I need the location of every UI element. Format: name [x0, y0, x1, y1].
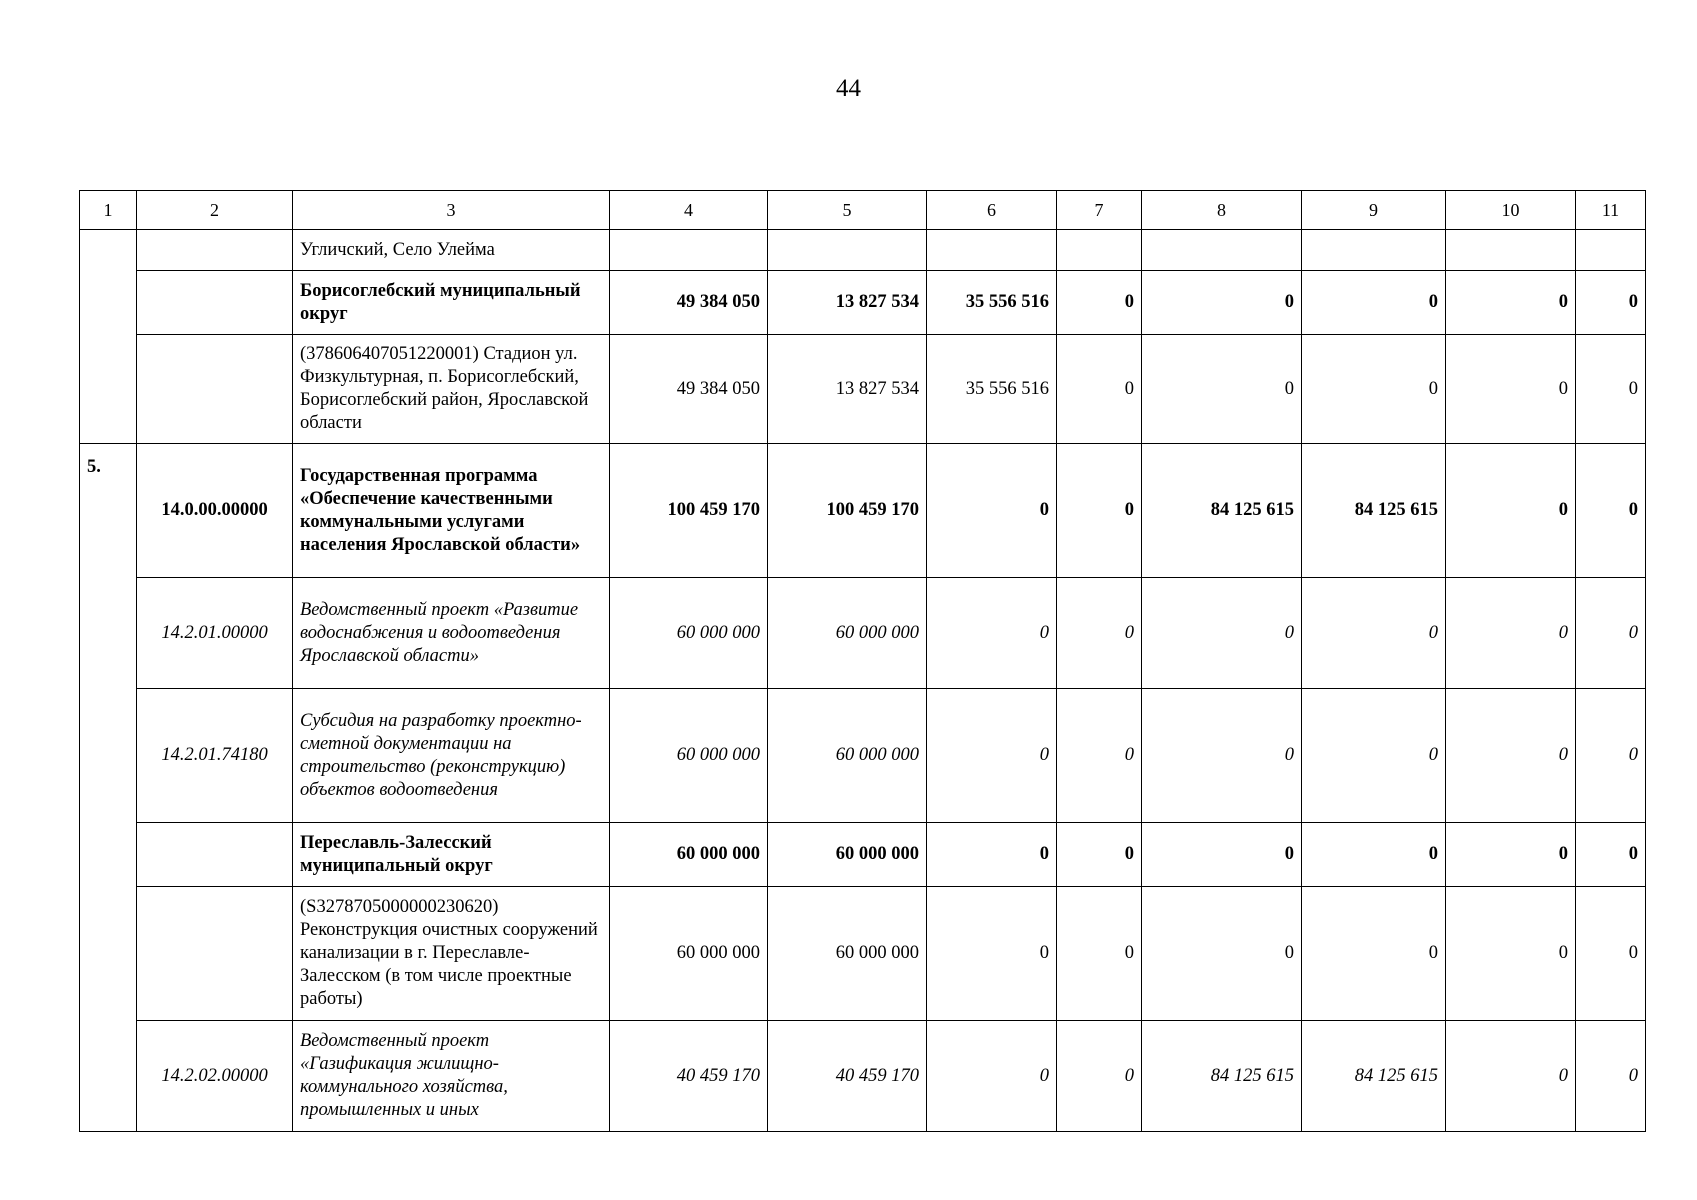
- code-cell: [137, 271, 293, 335]
- value-cell: 0: [1302, 823, 1446, 887]
- value-cell: 0: [1057, 887, 1142, 1021]
- value-cell: 0: [1576, 887, 1646, 1021]
- value-cell: 60 000 000: [610, 887, 768, 1021]
- header-cell: 11: [1576, 191, 1646, 230]
- header-cell: 5: [768, 191, 927, 230]
- table-row: [80, 271, 1646, 335]
- value-cell: 40 459 170: [768, 1021, 927, 1132]
- value-cell: 60 000 000: [610, 689, 768, 823]
- value-cell: 40 459 170: [610, 1021, 768, 1132]
- value-cell: 0: [1446, 271, 1576, 335]
- value-cell: 35 556 516: [927, 271, 1057, 335]
- code-cell: [137, 887, 293, 1021]
- name-cell: (S3278705000000230620) Реконструкция очистных сооружений канализации в г. Переславле-Залесском (в том числе проектные работы): [293, 887, 610, 1021]
- header-cell: 10: [1446, 191, 1576, 230]
- value-cell: 0: [1446, 689, 1576, 823]
- table-row: [80, 689, 1646, 823]
- code-cell: 14.2.01.00000: [137, 578, 293, 689]
- value-cell: 60 000 000: [768, 823, 927, 887]
- code-cell: [137, 335, 293, 444]
- name-cell: Борисоглебский муниципальный округ: [293, 271, 610, 335]
- header-cell: 1: [80, 191, 137, 230]
- header-cell: 2: [137, 191, 293, 230]
- value-cell: 60 000 000: [610, 578, 768, 689]
- value-cell: [768, 230, 927, 271]
- value-cell: [1446, 230, 1576, 271]
- value-cell: 0: [1142, 823, 1302, 887]
- value-cell: 0: [927, 689, 1057, 823]
- value-cell: 0: [1302, 578, 1446, 689]
- value-cell: 84 125 615: [1302, 444, 1446, 578]
- value-cell: [1142, 230, 1302, 271]
- value-cell: 13 827 534: [768, 335, 927, 444]
- value-cell: 0: [1302, 689, 1446, 823]
- value-cell: 0: [1142, 887, 1302, 1021]
- value-cell: 0: [927, 578, 1057, 689]
- value-cell: 0: [1142, 271, 1302, 335]
- code-cell: [137, 230, 293, 271]
- value-cell: 0: [1576, 335, 1646, 444]
- header-cell: 8: [1142, 191, 1302, 230]
- value-cell: 0: [1057, 578, 1142, 689]
- value-cell: 0: [1057, 271, 1142, 335]
- table-row: [80, 444, 1646, 578]
- value-cell: 0: [1576, 689, 1646, 823]
- table-row: [80, 1021, 1646, 1132]
- name-cell: Государственная программа «Обеспечение качественными коммунальными услугами населения Ярославской области»: [293, 444, 610, 578]
- value-cell: 84 125 615: [1142, 1021, 1302, 1132]
- value-cell: 0: [1057, 335, 1142, 444]
- value-cell: 0: [1576, 1021, 1646, 1132]
- table-row: [80, 230, 1646, 271]
- value-cell: 0: [1142, 689, 1302, 823]
- value-cell: 49 384 050: [610, 335, 768, 444]
- index-cell: 5.: [80, 444, 137, 1132]
- value-cell: 60 000 000: [768, 887, 927, 1021]
- value-cell: 0: [1302, 335, 1446, 444]
- page-number: 44: [836, 75, 861, 102]
- value-cell: 60 000 000: [768, 689, 927, 823]
- value-cell: [1576, 230, 1646, 271]
- value-cell: 0: [1446, 444, 1576, 578]
- value-cell: 100 459 170: [768, 444, 927, 578]
- value-cell: 0: [927, 444, 1057, 578]
- table-row: [80, 578, 1646, 689]
- header-cell: 4: [610, 191, 768, 230]
- table-row: [80, 887, 1646, 1021]
- header-cell: 7: [1057, 191, 1142, 230]
- value-cell: 0: [1057, 1021, 1142, 1132]
- value-cell: 84 125 615: [1302, 1021, 1446, 1132]
- code-cell: 14.0.00.00000: [137, 444, 293, 578]
- value-cell: 0: [1142, 578, 1302, 689]
- value-cell: 0: [1142, 335, 1302, 444]
- value-cell: 0: [1576, 823, 1646, 887]
- value-cell: 60 000 000: [768, 578, 927, 689]
- value-cell: 0: [1446, 335, 1576, 444]
- value-cell: 0: [1057, 444, 1142, 578]
- value-cell: 100 459 170: [610, 444, 768, 578]
- header-cell: 9: [1302, 191, 1446, 230]
- name-cell: Субсидия на разработку проектно-сметной документации на строительство (реконструкцию) объектов водоотведения: [293, 689, 610, 823]
- value-cell: 35 556 516: [927, 335, 1057, 444]
- value-cell: 13 827 534: [768, 271, 927, 335]
- value-cell: 0: [1302, 271, 1446, 335]
- value-cell: 0: [1446, 823, 1576, 887]
- code-cell: 14.2.01.74180: [137, 689, 293, 823]
- value-cell: 0: [1446, 1021, 1576, 1132]
- value-cell: [610, 230, 768, 271]
- value-cell: 0: [1576, 444, 1646, 578]
- name-cell: (378606407051220001) Стадион ул. Физкультурная, п. Борисоглебский, Борисоглебский район, Ярославской области: [293, 335, 610, 444]
- code-cell: [137, 823, 293, 887]
- value-cell: [1057, 230, 1142, 271]
- name-cell: Ведомственный проект «Газификация жилищно-коммунального хозяйства, промышленных и иных: [293, 1021, 610, 1132]
- value-cell: 0: [927, 1021, 1057, 1132]
- value-cell: 0: [1057, 689, 1142, 823]
- value-cell: 84 125 615: [1142, 444, 1302, 578]
- name-cell: Ведомственный проект «Развитие водоснабжения и водоотведения Ярославской области»: [293, 578, 610, 689]
- value-cell: 49 384 050: [610, 271, 768, 335]
- code-cell: 14.2.02.00000: [137, 1021, 293, 1132]
- value-cell: 0: [927, 887, 1057, 1021]
- value-cell: 0: [1576, 271, 1646, 335]
- value-cell: 0: [927, 823, 1057, 887]
- value-cell: 0: [1446, 887, 1576, 1021]
- header-cell: 3: [293, 191, 610, 230]
- name-cell: Переславль-Залесский муниципальный округ: [293, 823, 610, 887]
- value-cell: 0: [1057, 823, 1142, 887]
- value-cell: 0: [1576, 578, 1646, 689]
- table-header-row: [80, 191, 1646, 230]
- value-cell: 0: [1446, 578, 1576, 689]
- value-cell: [1302, 230, 1446, 271]
- budget-table: [79, 190, 1646, 1132]
- name-cell: Угличский, Село Улейма: [293, 230, 610, 271]
- value-cell: [927, 230, 1057, 271]
- table-row: [80, 823, 1646, 887]
- header-cell: 6: [927, 191, 1057, 230]
- value-cell: 0: [1302, 887, 1446, 1021]
- value-cell: 60 000 000: [610, 823, 768, 887]
- table-row: [80, 335, 1646, 444]
- index-cell-empty: [80, 230, 137, 444]
